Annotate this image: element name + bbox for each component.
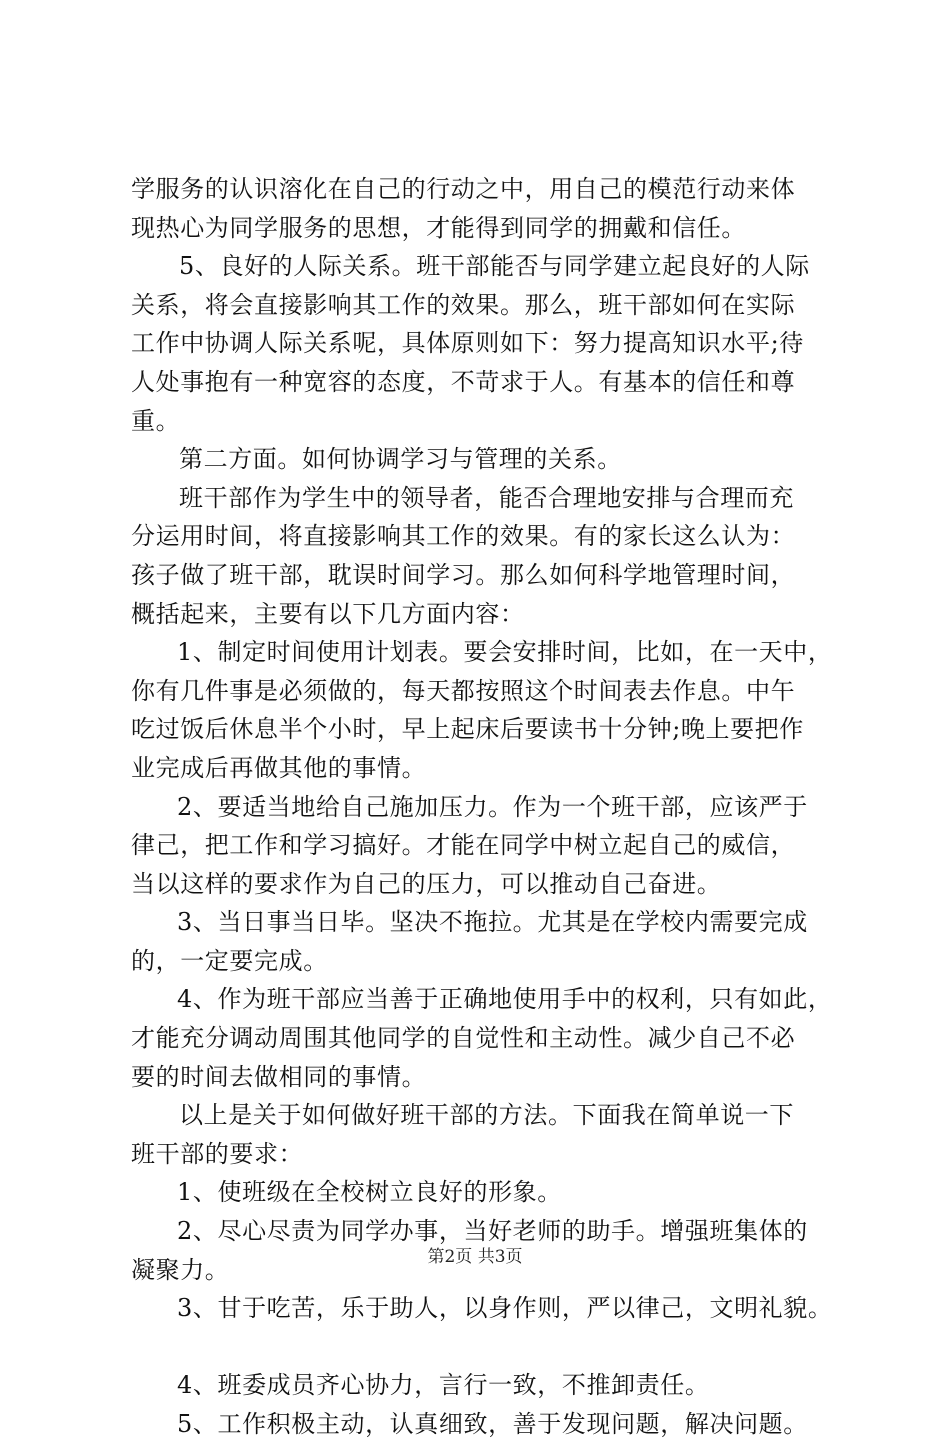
text-line: 1、制定时间使用计划表。要会安排时间，比如，在一天中， — [177, 638, 833, 667]
text-line: 当以这样的要求作为自己的压力，可以推动自己奋进。 — [131, 869, 722, 898]
text-line: 班干部作为学生中的领导者，能否合理地安排与合理而充 — [179, 483, 794, 512]
text-line: 工作中协调人际关系呢，具体原则如下：努力提高知识水平;待 — [131, 329, 804, 358]
text-line: 班干部的要求： — [131, 1139, 304, 1168]
text-line: 的，一定要完成。 — [131, 946, 328, 975]
text-line: 4、作为班干部应当善于正确地使用手中的权利，只有如此， — [177, 985, 833, 1014]
text-line: 重。 — [131, 406, 181, 435]
list-item: 2、尽心尽责为同学办事，当好老师的助手。增强班集体的 — [177, 1217, 808, 1246]
text-line: 以上是关于如何做好班干部的方法。下面我在简单说一下 — [179, 1101, 794, 1130]
text-line: 2、要适当地给自己施加压力。作为一个班干部，应该严于 — [177, 792, 808, 821]
text-line: 孩子做了班干部，耽误时间学习。那么如何科学地管理时间， — [131, 560, 796, 589]
blank-line — [131, 1328, 843, 1367]
list-item: 1、使班级在全校树立良好的形象。 — [177, 1178, 562, 1207]
text-line: 才能充分调动周围其他同学的自觉性和主动性。减少自己不必 — [131, 1024, 796, 1053]
list-item: 4、班委成员齐心协力，言行一致，不推卸责任。 — [177, 1371, 710, 1400]
text-line: 你有几件事是必须做的，每天都按照这个时间表去作息。中午 — [131, 676, 796, 705]
text-line: 3、当日事当日毕。坚决不拖拉。尤其是在学校内需要完成 — [177, 908, 808, 937]
list-item: 3、甘于吃苦，乐于助人，以身作则，严以律己，文明礼貌。 — [177, 1294, 833, 1323]
list-item: 5、工作积极主动，认真细致，善于发现问题，解决问题。 — [177, 1410, 808, 1438]
text-line: 要的时间去做相同的事情。 — [131, 1062, 427, 1091]
text-line: 5、良好的人际关系。班干部能否与同学建立起良好的人际 — [179, 252, 810, 281]
page-number-footer: 第2页 共3页 — [427, 1247, 523, 1267]
text-line: 关系，将会直接影响其工作的效果。那么，班干部如何在实际 — [131, 290, 796, 319]
text-line: 凝聚力。 — [131, 1255, 230, 1284]
text-line: 吃过饭后休息半个小时，早上起床后要读书十分钟;晚上要把作 — [131, 715, 804, 744]
text-line: 律己，把工作和学习搞好。才能在同学中树立起自己的威信， — [131, 831, 796, 860]
text-line: 业完成后再做其他的事情。 — [131, 753, 427, 782]
section-heading: 第二方面。如何协调学习与管理的关系。 — [179, 445, 622, 474]
text-line: 概括起来，主要有以下几方面内容： — [131, 599, 525, 628]
text-line: 人处事抱有一种宽容的态度，不苛求于人。有基本的信任和尊 — [131, 367, 796, 396]
text-line: 分运用时间，将直接影响其工作的效果。有的家长这么认为： — [131, 522, 796, 551]
text-line: 现热心为同学服务的思想，才能得到同学的拥戴和信任。 — [131, 213, 746, 242]
text-line: 学服务的认识溶化在自己的行动之中，用自己的模范行动来体 — [131, 175, 796, 203]
